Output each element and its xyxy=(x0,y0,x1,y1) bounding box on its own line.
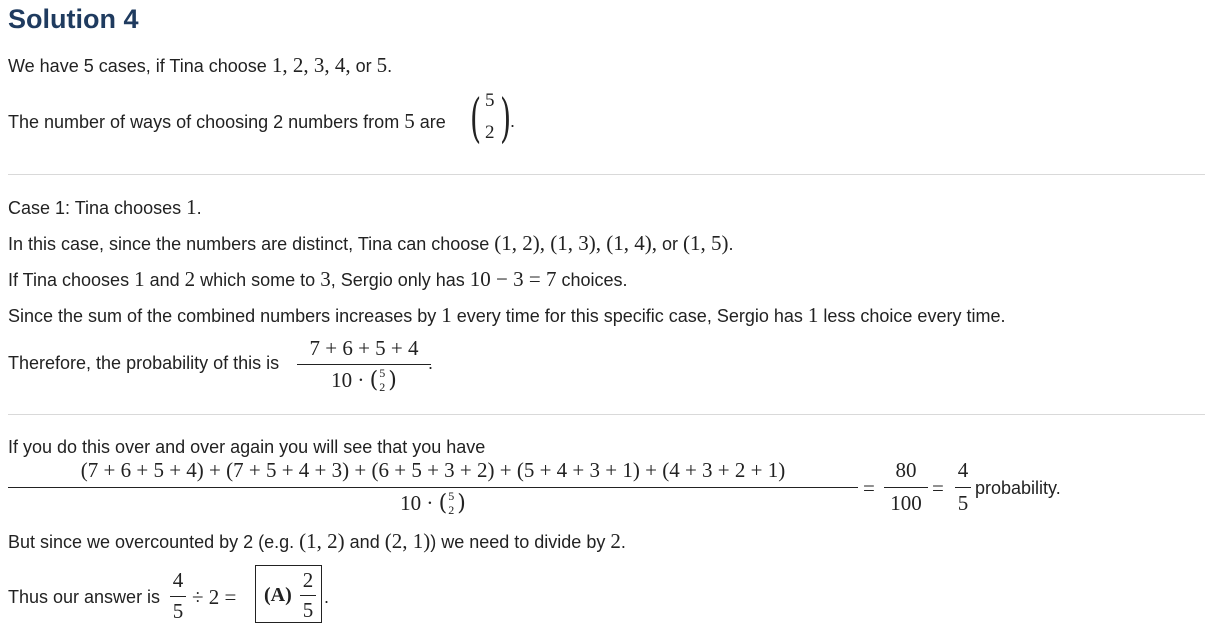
page-title: Solution 4 xyxy=(8,4,139,34)
case1-sum-line xyxy=(8,268,628,291)
sum-text-a: If Tina chooses xyxy=(8,270,135,290)
ways-binomial: ( 5 2 ) . xyxy=(470,89,516,149)
answer-box xyxy=(255,565,322,623)
answer-value xyxy=(300,568,316,622)
overall-binom-bottom: 2 xyxy=(448,503,455,518)
sum-text-c: which some to xyxy=(195,270,321,290)
prob-binom-bottom: 2 xyxy=(379,380,386,395)
answer-fraction xyxy=(170,568,186,626)
overcount-pair-1: (1, 2) xyxy=(299,529,345,553)
overall-fraction xyxy=(8,458,858,520)
case1-title xyxy=(8,196,202,219)
overcount-text: But since we overcounted by 2 (e.g. xyxy=(8,532,300,552)
prob-numerator: 7 + 6 + 5 + 4 xyxy=(309,336,419,360)
ways-text: The number of ways of choosing 2 numbers from xyxy=(8,112,405,132)
divide-op: ÷ 2 = xyxy=(192,585,237,609)
overall-binom-top: 5 xyxy=(448,489,455,504)
overcount-mid: ) we need to divide by xyxy=(430,532,611,552)
case1-prob-label: Therefore, the probability of this is xyxy=(8,353,280,373)
divider xyxy=(8,414,1205,415)
inc-text-a: Since the sum of the combined numbers increases by xyxy=(8,306,442,326)
overcount-dot: . xyxy=(620,532,626,552)
answer-a-num: 2 xyxy=(302,568,314,592)
answer-label: Thus our answer is xyxy=(8,587,161,607)
overall-intro: If you do this over and over again you will see that you have xyxy=(8,437,486,457)
prob-denominator: 10 · ( 5 2 ) xyxy=(331,366,397,395)
ways-line xyxy=(8,110,446,133)
answer-f-den: 5 xyxy=(172,599,184,623)
inc-one-2: 1 xyxy=(807,303,819,327)
intro-text: We have 5 cases, if Tina choose xyxy=(8,56,272,76)
inc-one: 1 xyxy=(441,303,452,327)
overall-den-text: 10 · xyxy=(400,491,439,515)
sum-three: 3 xyxy=(320,267,331,291)
binom-bottom: 2 xyxy=(485,122,495,143)
f3-denominator: 5 xyxy=(957,491,969,515)
answer-dot: . xyxy=(324,587,330,607)
f2-numerator: 80 xyxy=(895,458,917,482)
intro-five: 5 xyxy=(376,53,388,77)
inc-text-c: less choice every time. xyxy=(818,306,1006,326)
case1-pairs: (1, 2), (1, 3), (1, 4), xyxy=(494,231,657,255)
intro-numbers: 1, 2, 3, 4, xyxy=(271,53,351,77)
case1-distinct-line xyxy=(8,232,734,255)
ways-dot: . xyxy=(510,111,516,131)
intro-or: or xyxy=(350,56,377,76)
inc-text-b: every time for this specific case, Sergio has xyxy=(451,306,808,326)
sum-text-e: choices. xyxy=(556,270,628,290)
overcount-pair-2: (2, 1) xyxy=(384,529,431,553)
case1-title-num: 1 xyxy=(186,195,197,219)
overcount-line xyxy=(8,530,626,553)
sum-expression: 10 − 3 = 7 xyxy=(469,267,557,291)
overall-denominator: 10 · ( 5 2 ) xyxy=(400,489,466,518)
case1-last-pair: (1, 5) xyxy=(683,231,729,255)
four-fifths xyxy=(955,458,971,520)
case1-distinct-text: In this case, since the numbers are distinct, Tina can choose xyxy=(8,234,495,254)
intro-line xyxy=(8,54,392,77)
sum-text-d: , Sergio only has xyxy=(330,270,470,290)
case1-dot: . xyxy=(728,234,734,254)
f3-numerator: 4 xyxy=(957,458,969,482)
overall-numerator: (7 + 6 + 5 + 4) + (7 + 5 + 4 + 3) + (6 + 5 + 3 + 2) + (5 + 4 + 3 + 1) + (4 + 3 + 2 + 1) xyxy=(80,458,786,482)
sum-text-b: and xyxy=(144,270,185,290)
equals-sign: = xyxy=(863,476,875,500)
f2-denominator: 100 xyxy=(890,491,922,515)
prob-den-text: 10 · xyxy=(331,368,370,392)
answer-a-den: 5 xyxy=(302,598,314,622)
eighty-over-hundred xyxy=(884,458,928,520)
case1-title-dot: . xyxy=(196,198,202,218)
sum-two: 2 xyxy=(184,267,196,291)
overcount-and: and xyxy=(344,532,385,552)
divider xyxy=(8,174,1205,175)
probability-word: probability. xyxy=(975,478,1061,498)
intro-dot: . xyxy=(387,56,393,76)
ways-n: 5 xyxy=(404,109,415,133)
overcount-two: 2 xyxy=(610,529,621,553)
equals-sign: = xyxy=(932,476,944,500)
binom-top: 5 xyxy=(485,90,495,111)
answer-f-num: 4 xyxy=(172,568,184,592)
sum-one: 1 xyxy=(134,267,145,291)
ways-post: are xyxy=(414,112,446,132)
prob-binom-top: 5 xyxy=(379,366,386,381)
answer-choice: (A) xyxy=(264,584,292,606)
case1-or: or xyxy=(656,234,683,254)
prob-dot: . xyxy=(428,353,434,373)
case1-increase-line xyxy=(8,304,1005,327)
case1-title-text: Case 1: Tina chooses xyxy=(8,198,187,218)
case1-prob-fraction xyxy=(297,336,434,398)
